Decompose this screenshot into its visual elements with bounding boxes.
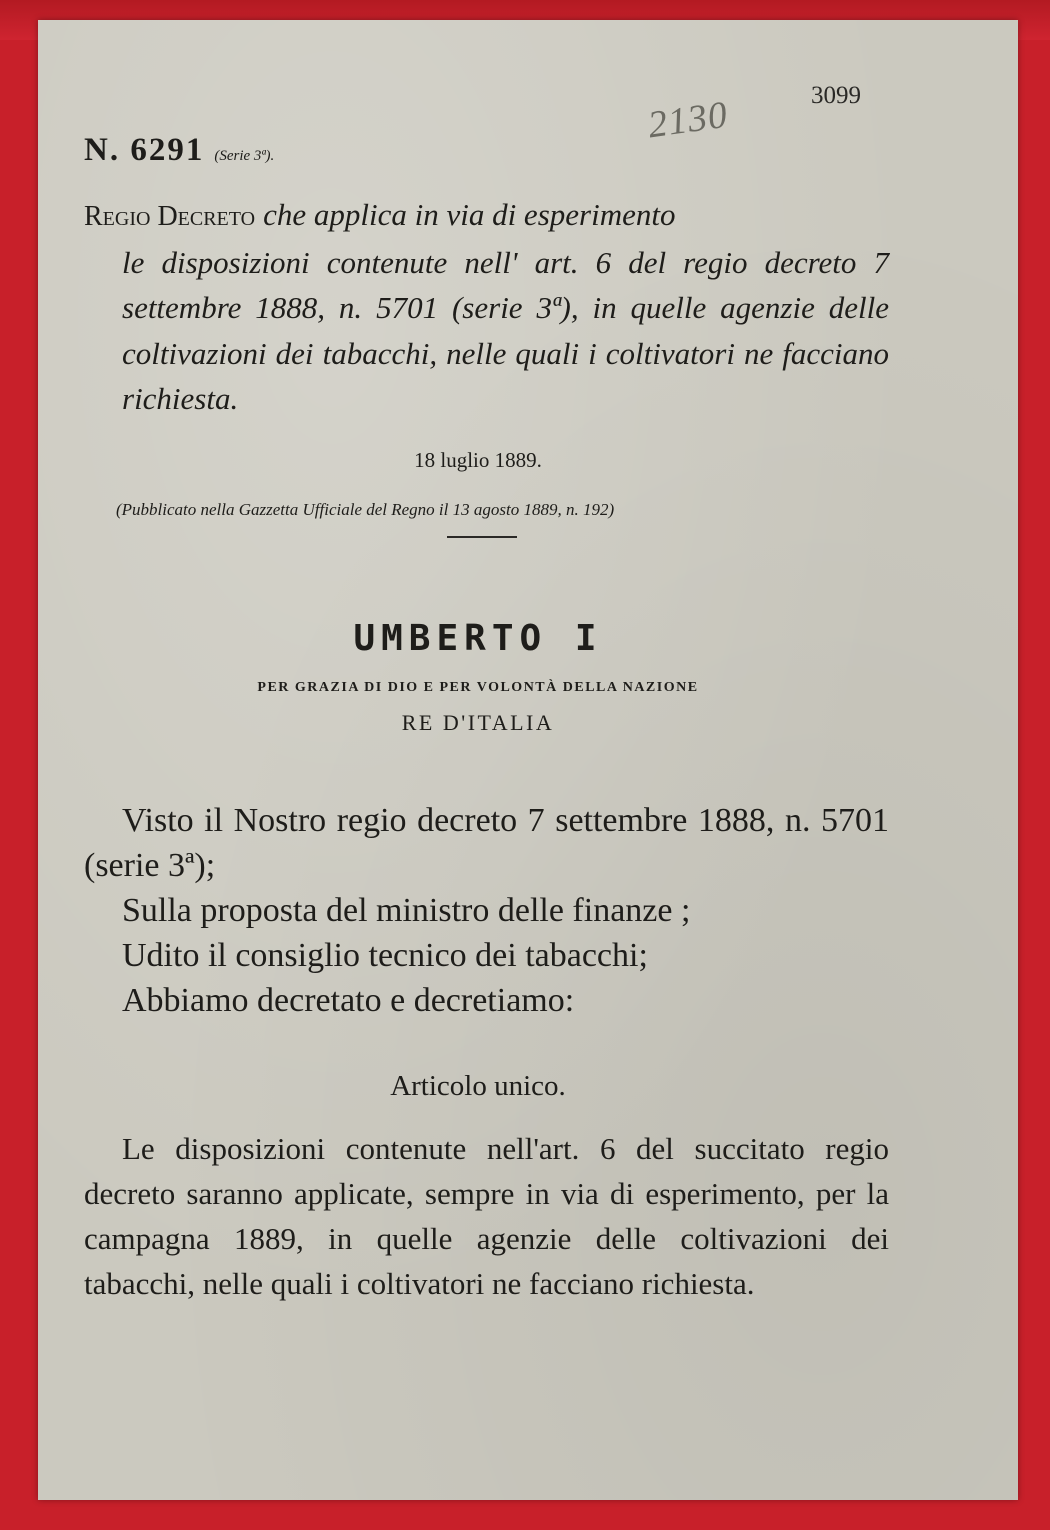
handwritten-note: 2130 [645,93,731,147]
decree-date: 18 luglio 1889. [414,448,542,472]
preamble-decretato: Abbiamo decretato e decretiamo: [122,982,575,1019]
king-title: RE D'ITALIA [401,710,555,735]
preamble-proposta: Sulla proposta del ministro delle finanze ; [122,892,691,929]
decree-number: N. 6291 [84,132,205,168]
article-body: Le disposizioni contenute nell'art. 6 del succitato regio decreto saranno applicate, sempre in via di esperimento, per la campagna 1889, in quelle agenzie delle coltivazioni dei tabacchi, nelle quali i coltivatori ne facciano richiesta. [84,1131,889,1301]
document-sheet [38,20,1018,1500]
decree-title-rest: le disposizioni contenute nell' art. 6 del regio decreto 7 settembre 1888, n. 5701 (serie 3ª), in quelle agenzie delle coltivazioni dei tabacchi, nelle quali i coltivatori ne facciano richiesta. [122,244,889,416]
decree-title [84,192,889,422]
preamble [84,798,889,1023]
grace-formula: PER GRAZIA DI DIO E PER VOLONTÀ DELLA NAZIONE [257,680,699,695]
page-number: 3099 [811,82,861,109]
section-divider [447,536,517,538]
decree-title-first-line: che applica in via di esperimento [263,197,676,232]
article-heading: Articolo unico. [390,1070,566,1102]
decree-number-line [84,132,274,169]
publication-note: (Pubblicato nella Gazzetta Ufficiale del Regno il 13 agosto 1889, n. 192) [116,500,615,519]
decree-title-lead: Regio Decreto [84,201,256,232]
preamble-visto: Visto il Nostro regio decreto 7 settembre 1888, n. 5701 (serie 3ª); [84,802,889,884]
decree-serie: (Serie 3ª). [214,148,275,164]
king-name: UMBERTO I [353,618,603,659]
preamble-udito: Udito il consiglio tecnico dei tabacchi; [122,937,648,974]
